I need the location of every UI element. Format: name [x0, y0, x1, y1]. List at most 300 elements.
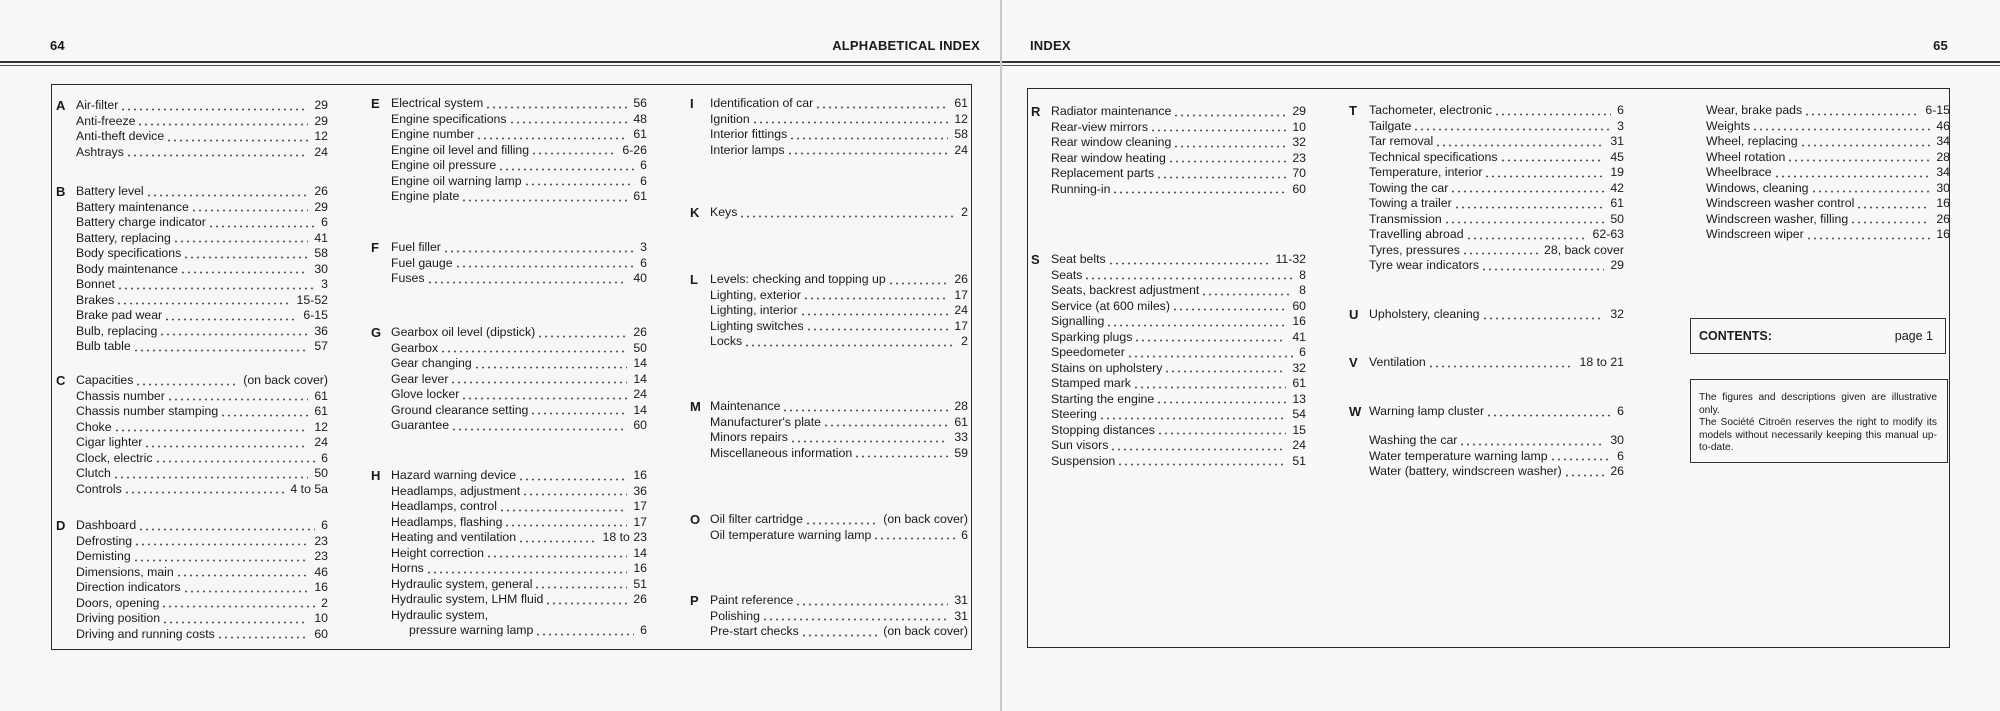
leader-dots — [1450, 183, 1604, 193]
entry-label: Stamped mark — [1051, 376, 1131, 390]
index-entry — [710, 96, 968, 112]
index-entry — [76, 246, 328, 262]
entry-page-ref: 60 — [1292, 298, 1306, 313]
leader-dots — [162, 614, 308, 624]
entry-page-ref: 24 — [954, 303, 968, 317]
entry-page-ref: 32 — [1610, 307, 1624, 321]
entry-page-ref: 23 — [314, 549, 328, 563]
entry-page-ref: 61 — [954, 96, 968, 110]
index-entry — [76, 611, 328, 627]
entry-label: Engine plate — [391, 189, 460, 203]
entry-label: Direction indicators — [76, 580, 181, 594]
index-entry — [1369, 181, 1624, 197]
leader-dots — [1806, 230, 1931, 240]
entry-label: Chassis number stamping — [76, 404, 219, 418]
entry-page-ref: (on back cover) — [883, 624, 968, 638]
entry-page-ref: 16 — [1936, 227, 1950, 241]
entry-page-ref: 28 — [1936, 149, 1950, 164]
entry-label: Engine number — [391, 127, 475, 141]
entry-label: Hydraulic system, — [391, 607, 489, 622]
leader-dots — [1127, 348, 1293, 358]
entry-label: Brakes — [76, 292, 115, 307]
leader-dots — [183, 249, 308, 259]
index-entry — [1051, 120, 1306, 136]
entry-page-ref: 16 — [633, 561, 647, 575]
entry-page-ref: 45 — [1610, 149, 1624, 164]
leader-dots — [873, 530, 955, 540]
index-entry — [76, 215, 328, 231]
index-entry — [710, 512, 968, 528]
entry-label: Driving and running costs — [76, 626, 215, 641]
entry-label: Heating and ventilation — [391, 530, 517, 544]
index-entry — [391, 240, 647, 256]
entry-page-ref: 26 — [1610, 464, 1624, 478]
leader-dots — [1486, 407, 1611, 417]
index-entry — [76, 389, 328, 405]
index-entry — [1051, 345, 1306, 361]
entry-label: Anti-theft device — [76, 129, 165, 143]
section-letter: G — [371, 325, 382, 340]
entry-label: pressure warning lamp — [409, 623, 534, 637]
index-entry — [710, 528, 968, 544]
index-entry — [1051, 151, 1306, 167]
index-entry — [76, 596, 328, 612]
leader-dots — [1459, 436, 1604, 446]
entry-label: Engine oil level and filling — [391, 142, 530, 157]
index-entry — [76, 565, 328, 581]
entry-label: Service (at 600 miles) — [1051, 298, 1170, 313]
leader-dots — [537, 328, 627, 338]
leader-dots — [499, 502, 627, 512]
index-entry — [1369, 212, 1624, 228]
entry-label: Ground clearance setting — [391, 402, 529, 417]
entry-label: Bonnet — [76, 277, 115, 291]
entry-page-ref: 51 — [633, 576, 647, 591]
entry-page-ref: 2 — [321, 595, 328, 610]
leader-dots — [161, 598, 315, 608]
index-entry — [76, 549, 328, 565]
entry-page-ref: 14 — [633, 371, 647, 386]
index-entry — [76, 231, 328, 247]
index-entry — [391, 546, 647, 562]
leader-dots — [1435, 137, 1604, 147]
entry-list — [391, 325, 647, 434]
entry-label: Gear lever — [391, 371, 449, 386]
leader-dots — [117, 280, 315, 290]
index-entry — [76, 482, 328, 498]
entry-page-ref: 24 — [1292, 438, 1306, 452]
entry-page-ref: 6-15 — [303, 308, 328, 322]
entry-label: Gear changing — [391, 356, 472, 370]
leader-dots — [164, 311, 297, 321]
entry-label: Rear window cleaning — [1051, 135, 1172, 149]
leader-dots — [124, 484, 285, 494]
leader-dots — [133, 342, 309, 352]
entry-label: Capacities — [76, 373, 134, 387]
entry-page-ref: 16 — [1936, 196, 1950, 210]
leader-dots — [183, 583, 309, 593]
leader-dots — [790, 433, 948, 443]
index-entry — [710, 624, 968, 640]
entry-label: Seat belts — [1051, 252, 1106, 266]
entry-page-ref: 58 — [954, 127, 968, 141]
entry-label: Demisting — [76, 549, 131, 563]
entry-page-ref: 70 — [1292, 166, 1306, 180]
header-rule-left — [0, 61, 1000, 66]
entry-page-ref: 51 — [1292, 453, 1306, 468]
entry-label: Replacement parts — [1051, 166, 1155, 180]
entry-label: Locks — [710, 334, 743, 348]
leader-dots — [135, 376, 237, 386]
entry-page-ref: 60 — [633, 418, 647, 432]
index-entry — [76, 435, 328, 451]
entry-label: Windscreen wiper — [1706, 227, 1804, 241]
entry-label: Windows, cleaning — [1706, 180, 1809, 195]
index-entry — [391, 418, 647, 434]
index-entry — [1051, 104, 1306, 120]
entry-page-ref: 30 — [314, 261, 328, 276]
entry-page-ref: 8 — [1299, 267, 1306, 282]
entry-label: Miscellaneous information — [710, 445, 853, 460]
leader-dots — [534, 579, 627, 589]
entry-label: Controls — [76, 481, 122, 496]
index-entry — [391, 127, 647, 143]
index-entry — [1051, 283, 1306, 299]
leader-dots — [1454, 199, 1605, 209]
entry-page-ref: 61 — [1610, 196, 1624, 210]
entry-label: Rear-view mirrors — [1051, 119, 1149, 134]
leader-dots — [1156, 169, 1286, 179]
entry-label: Signalling — [1051, 314, 1105, 328]
index-entry — [1706, 150, 1950, 166]
index-entry — [391, 372, 647, 388]
leader-dots — [531, 145, 616, 155]
entry-label: Engine oil warning lamp — [391, 173, 522, 188]
leader-dots — [1134, 332, 1286, 342]
index-entry — [391, 325, 647, 341]
entry-label: Engine oil pressure — [391, 158, 497, 172]
leader-dots — [744, 337, 955, 347]
entry-page-ref: 12 — [954, 111, 968, 126]
entry-label: Stains on upholstery — [1051, 360, 1163, 375]
entry-page-ref: 62-63 — [1592, 227, 1624, 241]
leader-dots — [1787, 152, 1930, 162]
entry-label: Sun visors — [1051, 438, 1109, 452]
entry-label: Battery maintenance — [76, 199, 189, 214]
entry-label: Weights — [1706, 118, 1751, 133]
entry-page-ref: 16 — [1292, 314, 1306, 328]
entry-list — [1369, 103, 1624, 274]
index-entry — [391, 143, 647, 159]
entry-page-ref: 48 — [633, 111, 647, 126]
leader-dots — [440, 343, 627, 353]
entry-page-ref: 36 — [633, 483, 647, 498]
index-entry — [391, 174, 647, 190]
entry-label: Tyres, pressures — [1369, 242, 1460, 257]
entry-label: Ventilation — [1369, 355, 1426, 369]
running-head-right: INDEX — [1030, 38, 1071, 53]
entry-page-ref: 14 — [633, 402, 647, 417]
entry-page-ref: 34 — [1936, 165, 1950, 179]
entry-label: Air-filter — [76, 98, 119, 112]
index-entry — [1706, 196, 1950, 212]
index-entry — [710, 593, 968, 609]
index-entry — [391, 608, 647, 624]
leader-dots — [1110, 441, 1286, 451]
entry-label: Speedometer — [1051, 345, 1125, 359]
entry-page-ref: 23 — [314, 533, 328, 548]
entry-list — [710, 399, 968, 461]
section-letter: L — [690, 272, 698, 287]
leader-dots — [427, 274, 628, 284]
index-entry — [76, 308, 328, 324]
entry-list — [1706, 103, 1950, 243]
section-letter: S — [1031, 252, 1040, 267]
entry-label: Bulb, replacing — [76, 323, 158, 338]
entry-label: Maintenance — [710, 399, 781, 413]
page-number-left: 64 — [50, 38, 65, 53]
leader-dots — [167, 391, 308, 401]
entry-label: Temperature, interior — [1369, 165, 1483, 179]
index-entry — [76, 404, 328, 420]
index-entry — [1706, 165, 1950, 181]
index-entry — [1051, 135, 1306, 151]
section-letter: B — [56, 184, 66, 199]
leader-dots — [1133, 379, 1286, 389]
leader-dots — [1173, 107, 1286, 117]
leader-dots — [752, 114, 949, 124]
entry-page-ref: 31 — [1610, 134, 1624, 148]
leader-dots — [1157, 425, 1286, 435]
index-entry — [76, 277, 328, 293]
entry-label: Seats, backrest adjustment — [1051, 283, 1200, 297]
leader-dots — [801, 627, 877, 637]
index-entry — [391, 96, 647, 112]
entry-page-ref: 16 — [633, 468, 647, 482]
leader-dots — [1156, 394, 1286, 404]
entry-label: Brake pad wear — [76, 308, 163, 322]
entry-label: Interior lamps — [710, 142, 785, 157]
entry-page-ref: 19 — [1610, 165, 1624, 179]
entry-label: Warning lamp cluster — [1369, 404, 1485, 418]
leader-dots — [815, 99, 948, 109]
entry-list — [710, 205, 968, 221]
leader-dots — [739, 208, 955, 218]
index-entry — [710, 319, 968, 335]
index-entry — [1051, 438, 1306, 454]
entry-page-ref: 6 — [1617, 103, 1624, 117]
entry-page-ref: 17 — [633, 499, 647, 513]
leader-dots — [823, 417, 948, 427]
index-entry — [1369, 404, 1624, 420]
entry-page-ref: 24 — [954, 142, 968, 157]
entry-label: Battery charge indicator — [76, 215, 206, 229]
entry-page-ref: 15-52 — [296, 292, 328, 307]
leader-dots — [166, 132, 308, 142]
index-entry — [1051, 252, 1306, 268]
leader-dots — [176, 567, 309, 577]
leader-dots — [461, 192, 627, 202]
entry-label: Bulb table — [76, 339, 131, 353]
entry-label: Travelling abroad — [1369, 227, 1464, 241]
index-entry — [1051, 376, 1306, 392]
leader-dots — [208, 218, 315, 228]
index-entry — [391, 341, 647, 357]
entry-label: Lighting, exterior — [710, 287, 801, 302]
leader-dots — [485, 99, 627, 109]
section-letter: U — [1349, 307, 1359, 322]
leader-dots — [498, 161, 634, 171]
section-letter: P — [690, 593, 699, 608]
entry-page-ref: 30 — [1936, 180, 1950, 195]
leader-dots — [782, 402, 948, 412]
entry-page-ref: 32 — [1292, 135, 1306, 149]
entry-page-ref: 26 — [633, 592, 647, 606]
header-rule-right — [1002, 61, 2000, 66]
entry-list — [1051, 104, 1306, 197]
entry-page-ref: 6 — [1617, 448, 1624, 463]
index-entry — [1051, 182, 1306, 198]
leader-dots — [1099, 410, 1287, 420]
leader-dots — [134, 536, 308, 546]
leader-dots — [1811, 183, 1931, 193]
leader-dots — [1774, 168, 1931, 178]
entry-page-ref: 61 — [633, 127, 647, 141]
leader-dots — [159, 326, 308, 336]
entry-label: Tailgate — [1369, 118, 1412, 133]
entry-page-ref: 29 — [314, 98, 328, 112]
entry-label: Defrosting — [76, 533, 133, 548]
entry-label: Manufacturer's plate — [710, 414, 822, 429]
leader-dots — [217, 629, 309, 639]
entry-label: Technical specifications — [1369, 149, 1498, 164]
entry-list — [1051, 252, 1306, 469]
entry-list — [1369, 404, 1624, 420]
index-entry — [1369, 355, 1624, 371]
entry-label: Doors, opening — [76, 595, 160, 610]
section-letter: R — [1031, 104, 1041, 119]
entry-label: Seats — [1051, 267, 1083, 282]
entry-page-ref: 26 — [954, 272, 968, 286]
section-letter: W — [1349, 404, 1362, 419]
entry-label: Tyre wear indicators — [1369, 258, 1480, 272]
entry-label: Gearbox oil level (dipstick) — [391, 325, 536, 339]
entry-label: Body specifications — [76, 246, 182, 260]
entry-page-ref: 10 — [314, 611, 328, 625]
entry-page-ref: 57 — [314, 339, 328, 353]
index-entry — [1706, 227, 1950, 243]
entry-page-ref: 61 — [633, 189, 647, 203]
leader-dots — [1112, 184, 1286, 194]
entry-page-ref: (on back cover) — [243, 373, 328, 387]
leader-dots — [1550, 451, 1612, 461]
leader-dots — [762, 611, 948, 621]
entry-page-ref: 17 — [633, 514, 647, 529]
entry-page-ref: 54 — [1292, 407, 1306, 421]
entry-page-ref: 33 — [954, 430, 968, 444]
index-entry — [1706, 181, 1950, 197]
index-entry — [1051, 454, 1306, 470]
entry-list — [391, 96, 647, 205]
section-letter: K — [690, 205, 700, 220]
entry-label: Ashtrays — [76, 144, 124, 159]
index-entry — [1369, 165, 1624, 181]
entry-page-ref: 60 — [314, 626, 328, 641]
index-entry — [1051, 361, 1306, 377]
section-letter: D — [56, 518, 66, 533]
entry-page-ref: 6 — [1617, 404, 1624, 418]
index-entry — [76, 627, 328, 643]
entry-page-ref: 18 to 21 — [1579, 355, 1624, 369]
leader-dots — [1564, 467, 1605, 477]
entry-label: Battery level — [76, 184, 144, 198]
entry-label: Sparking plugs — [1051, 329, 1133, 344]
index-entry — [76, 466, 328, 482]
entry-page-ref: 14 — [633, 545, 647, 560]
entry-page-ref: 40 — [633, 271, 647, 285]
leader-dots — [806, 321, 949, 331]
entry-page-ref: 6 — [1299, 345, 1306, 359]
entry-page-ref: 2 — [961, 205, 968, 219]
leader-dots — [1481, 261, 1604, 271]
entry-label: Ignition — [710, 111, 750, 126]
index-entry — [76, 129, 328, 145]
index-entry — [76, 580, 328, 596]
index-entry — [391, 189, 647, 205]
contents-page: page 1 — [1894, 329, 1933, 343]
entry-label: Keys — [710, 205, 738, 219]
entry-page-ref: 61 — [1292, 376, 1306, 390]
entry-list — [710, 96, 968, 158]
index-entry — [1051, 268, 1306, 284]
entry-page-ref: 4 to 5a — [290, 481, 328, 496]
entry-page-ref: 29 — [1292, 104, 1306, 118]
entry-label: Clutch — [76, 466, 111, 480]
entry-page-ref: 58 — [314, 246, 328, 260]
entry-label: Headlamps, control — [391, 499, 497, 513]
entry-label: Stopping distances — [1051, 422, 1155, 437]
index-entry — [710, 303, 968, 319]
entry-label: Polishing — [710, 608, 760, 623]
entry-label: Windscreen washer control — [1706, 196, 1855, 210]
entry-label: Engine specifications — [391, 111, 507, 126]
section-letter: F — [371, 240, 379, 255]
entry-label: Cigar lighter — [76, 435, 143, 449]
entry-label: Anti-freeze — [76, 113, 136, 128]
leader-dots — [126, 147, 308, 157]
index-entry — [391, 530, 647, 546]
entry-label: Hydraulic system, general — [391, 576, 533, 591]
index-entry — [1369, 227, 1624, 243]
entry-page-ref: 50 — [1610, 211, 1624, 226]
index-entry — [1051, 423, 1306, 439]
leader-dots — [1117, 456, 1286, 466]
entry-page-ref: 6 — [640, 623, 647, 637]
entry-label: Guarantee — [391, 418, 450, 432]
entry-label: Lighting, interior — [710, 303, 798, 317]
index-entry — [710, 112, 968, 128]
leader-dots — [1172, 301, 1286, 311]
entry-page-ref: 61 — [314, 388, 328, 403]
index-entry — [76, 339, 328, 355]
entry-label: Washing the car — [1369, 433, 1458, 447]
entry-list — [76, 518, 328, 642]
entry-page-ref: 34 — [1936, 134, 1950, 148]
index-entry — [76, 293, 328, 309]
entry-label: Choke — [76, 419, 112, 434]
index-entry — [391, 112, 647, 128]
index-entry — [76, 534, 328, 550]
